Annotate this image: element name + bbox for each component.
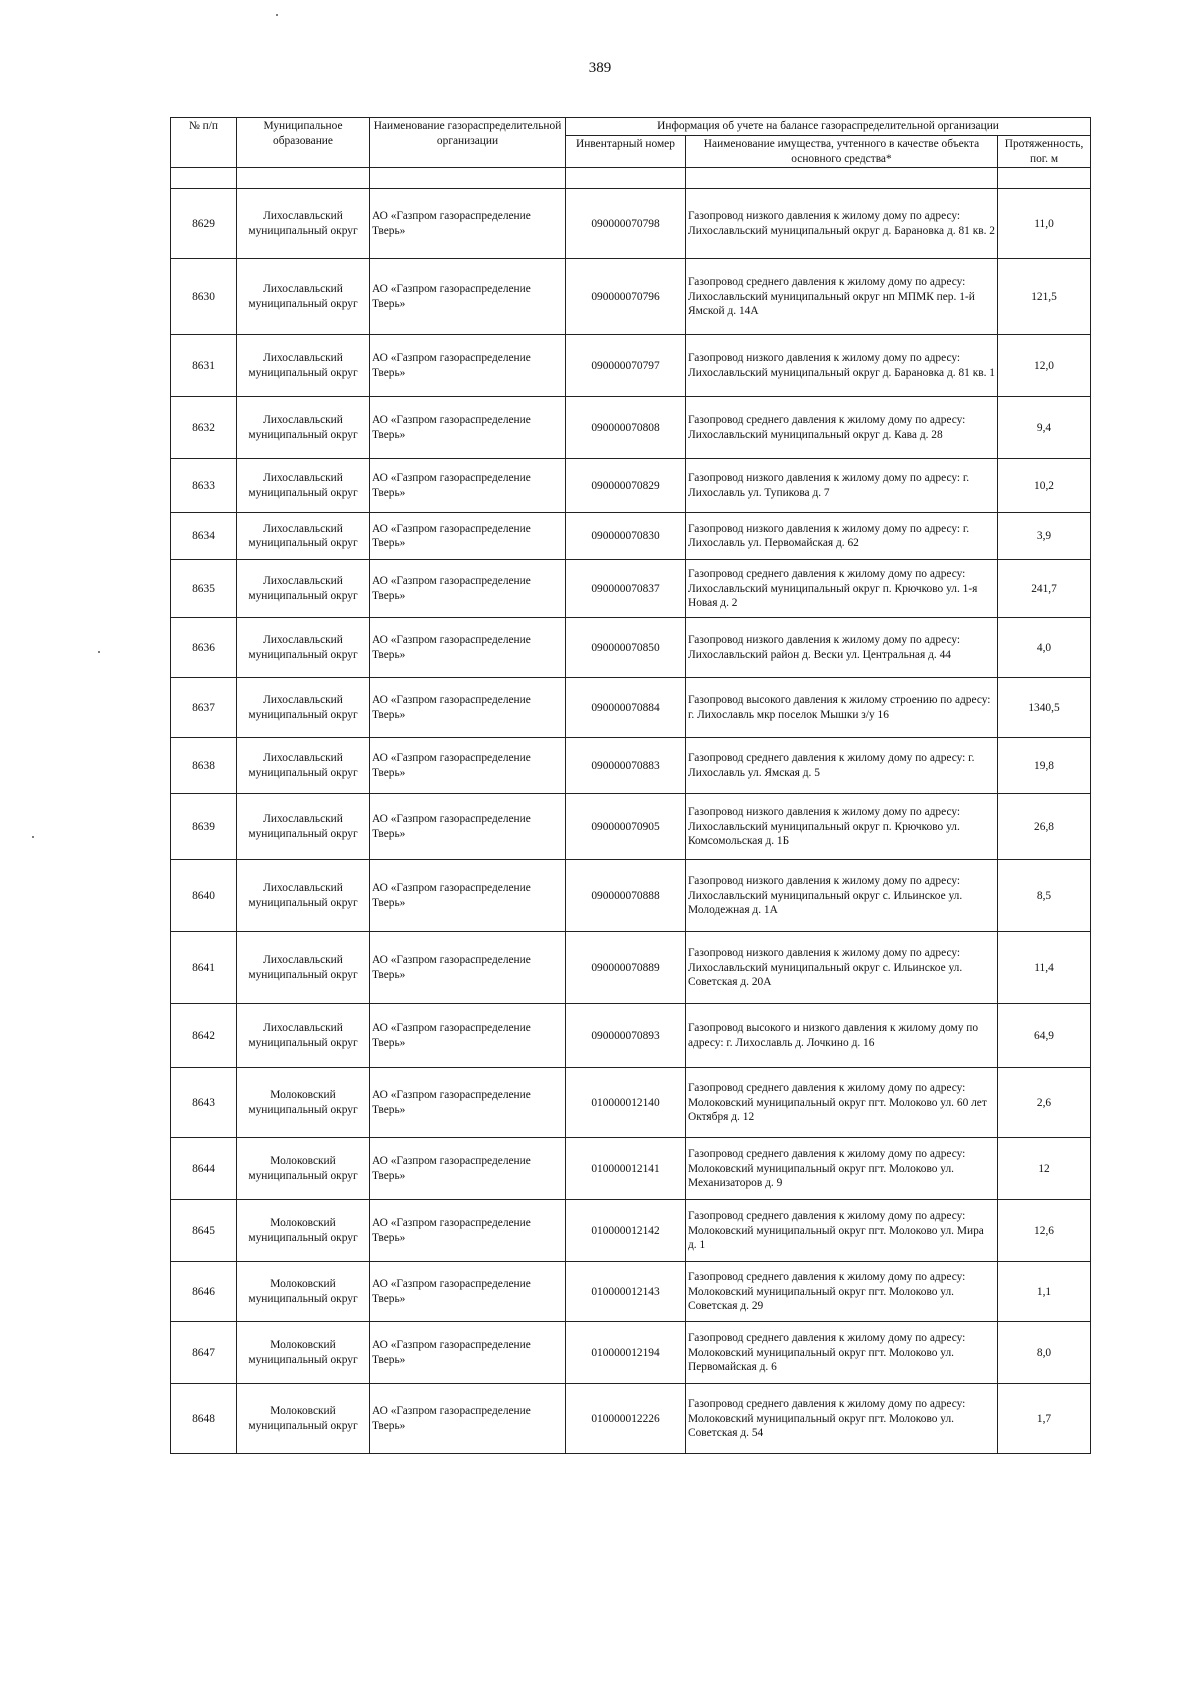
- property-name-cell: Газопровод низкого давления к жилому дому по адресу: Лихославльский муниципальный округ с. Ильинское ул. Молодежная д. 1А: [686, 860, 998, 932]
- inventory-number-cell: 010000012142: [566, 1200, 686, 1262]
- header-organization: Наименование газораспределительной организации: [370, 118, 566, 168]
- table-row: [171, 1322, 1091, 1384]
- municipality-cell: Лихославльский муниципальный округ: [237, 459, 370, 513]
- inventory-number-cell: 090000070883: [566, 738, 686, 794]
- inventory-number-cell: 010000012143: [566, 1262, 686, 1322]
- organization-cell: АО «Газпром газораспределение Тверь»: [370, 932, 566, 1004]
- header-municipality: Муниципальное образование: [237, 118, 370, 168]
- inventory-number-cell: 090000070837: [566, 560, 686, 618]
- property-name-cell: Газопровод высокого и низкого давления к жилому дому по адресу: г. Лихославль д. Лочкино д. 16: [686, 1004, 998, 1068]
- property-name-cell: Газопровод среднего давления к жилому дому по адресу: Лихославльский муниципальный округ нп МПМК пер. 1-й Ямской д. 14А: [686, 259, 998, 335]
- header-no: № п/п: [171, 118, 237, 168]
- organization-cell: АО «Газпром газораспределение Тверь»: [370, 560, 566, 618]
- municipality-cell: Лихославльский муниципальный округ: [237, 618, 370, 678]
- table-row: [171, 932, 1091, 1004]
- table-row: [171, 1068, 1091, 1138]
- property-name-cell: Газопровод среднего давления к жилому дому по адресу: Молоковский муниципальный округ пгт. Молоково ул. Советская д. 54: [686, 1384, 998, 1454]
- inventory-number-cell: 090000070808: [566, 397, 686, 459]
- organization-cell: АО «Газпром газораспределение Тверь»: [370, 1322, 566, 1384]
- municipality-cell: Лихославльский муниципальный округ: [237, 335, 370, 397]
- inventory-number-cell: 090000070797: [566, 335, 686, 397]
- municipality-cell: Лихославльский муниципальный округ: [237, 678, 370, 738]
- length-cell: 241,7: [998, 560, 1091, 618]
- property-name-cell: Газопровод низкого давления к жилому дому по адресу: Лихославльский муниципальный округ д. Барановка д. 81 кв. 2: [686, 189, 998, 259]
- row-number: 8631: [171, 335, 237, 397]
- property-name-cell: Газопровод низкого давления к жилому дому по адресу: Лихославльский муниципальный округ п. Крючково ул. Комсомольская д. 1Б: [686, 794, 998, 860]
- inventory-number-cell: 090000070889: [566, 932, 686, 1004]
- municipality-cell: Молоковский муниципальный округ: [237, 1262, 370, 1322]
- property-name-cell: Газопровод низкого давления к жилому дому по адресу: Лихославльский муниципальный округ д. Барановка д. 81 кв. 1: [686, 335, 998, 397]
- length-cell: 26,8: [998, 794, 1091, 860]
- property-name-cell: Газопровод среднего давления к жилому дому по адресу: Молоковский муниципальный округ пгт. Молоково ул. 60 лет Октября д. 12: [686, 1068, 998, 1138]
- municipality-cell: Лихославльский муниципальный округ: [237, 189, 370, 259]
- length-cell: 12,6: [998, 1200, 1091, 1262]
- row-number: 8630: [171, 259, 237, 335]
- row-number: 8633: [171, 459, 237, 513]
- inventory-number-cell: 090000070830: [566, 513, 686, 560]
- property-name-cell: Газопровод высокого давления к жилому строению по адресу: г. Лихославль мкр поселок Мышки з/у 16: [686, 678, 998, 738]
- organization-cell: АО «Газпром газораспределение Тверь»: [370, 1068, 566, 1138]
- table-row: [171, 1138, 1091, 1200]
- row-number: 8639: [171, 794, 237, 860]
- row-number: 8647: [171, 1322, 237, 1384]
- inventory-number-cell: 010000012194: [566, 1322, 686, 1384]
- table-row: [171, 513, 1091, 560]
- header-balance-info: Информация об учете на балансе газораспределительной организации: [566, 118, 1091, 136]
- length-cell: 8,5: [998, 860, 1091, 932]
- table-row: [171, 259, 1091, 335]
- row-number: 8635: [171, 560, 237, 618]
- municipality-cell: Лихославльский муниципальный округ: [237, 738, 370, 794]
- property-name-cell: Газопровод низкого давления к жилому дому по адресу: г. Лихославль ул. Тупикова д. 7: [686, 459, 998, 513]
- inventory-number-cell: 090000070888: [566, 860, 686, 932]
- municipality-cell: Лихославльский муниципальный округ: [237, 397, 370, 459]
- table-row: [171, 794, 1091, 860]
- organization-cell: АО «Газпром газораспределение Тверь»: [370, 678, 566, 738]
- length-cell: 11,4: [998, 932, 1091, 1004]
- organization-cell: АО «Газпром газораспределение Тверь»: [370, 1200, 566, 1262]
- length-cell: 12: [998, 1138, 1091, 1200]
- inventory-number-cell: 090000070796: [566, 259, 686, 335]
- row-number: 8629: [171, 189, 237, 259]
- table-row: [171, 1004, 1091, 1068]
- header-length: Протяженность, пог. м: [998, 135, 1091, 168]
- header-inventory-number: Инвентарный номер: [566, 135, 686, 168]
- row-number: 8644: [171, 1138, 237, 1200]
- property-name-cell: Газопровод низкого давления к жилому дому по адресу: г. Лихославль ул. Первомайская д. 62: [686, 513, 998, 560]
- municipality-cell: Молоковский муниципальный округ: [237, 1322, 370, 1384]
- table-row: [171, 738, 1091, 794]
- length-cell: 12,0: [998, 335, 1091, 397]
- municipality-cell: Лихославльский муниципальный округ: [237, 794, 370, 860]
- municipality-cell: Лихославльский муниципальный округ: [237, 1004, 370, 1068]
- page-number: 389: [588, 60, 612, 76]
- table-row: [171, 459, 1091, 513]
- row-number: 8643: [171, 1068, 237, 1138]
- organization-cell: АО «Газпром газораспределение Тверь»: [370, 1138, 566, 1200]
- length-cell: 121,5: [998, 259, 1091, 335]
- inventory-number-cell: 090000070884: [566, 678, 686, 738]
- organization-cell: АО «Газпром газораспределение Тверь»: [370, 618, 566, 678]
- municipality-cell: Лихославльский муниципальный округ: [237, 259, 370, 335]
- inventory-number-cell: 090000070905: [566, 794, 686, 860]
- inventory-number-cell: 010000012141: [566, 1138, 686, 1200]
- row-number: 8640: [171, 860, 237, 932]
- table-body: [171, 189, 1091, 1454]
- length-cell: 19,8: [998, 738, 1091, 794]
- length-cell: 11,0: [998, 189, 1091, 259]
- organization-cell: АО «Газпром газораспределение Тверь»: [370, 794, 566, 860]
- table-header: [171, 118, 1091, 189]
- property-name-cell: Газопровод низкого давления к жилому дому по адресу: Лихославльский район д. Вески ул. Центральная д. 44: [686, 618, 998, 678]
- row-number: 8636: [171, 618, 237, 678]
- table-row: [171, 618, 1091, 678]
- property-name-cell: Газопровод низкого давления к жилому дому по адресу: Лихославльский муниципальный округ с. Ильинское ул. Советская д. 20А: [686, 932, 998, 1004]
- organization-cell: АО «Газпром газораспределение Тверь»: [370, 397, 566, 459]
- table-row: [171, 678, 1091, 738]
- scan-speck: [98, 651, 100, 653]
- organization-cell: АО «Газпром газораспределение Тверь»: [370, 189, 566, 259]
- row-number: 8641: [171, 932, 237, 1004]
- property-name-cell: Газопровод среднего давления к жилому дому по адресу: Молоковский муниципальный округ пгт. Молоково ул. Советская д. 29: [686, 1262, 998, 1322]
- property-name-cell: Газопровод среднего давления к жилому дому по адресу: Лихославльский муниципальный округ п. Крючково ул. 1-я Новая д. 2: [686, 560, 998, 618]
- organization-cell: АО «Газпром газораспределение Тверь»: [370, 1004, 566, 1068]
- table-row: [171, 560, 1091, 618]
- municipality-cell: Молоковский муниципальный округ: [237, 1138, 370, 1200]
- scan-speck: [276, 14, 278, 16]
- municipality-cell: Молоковский муниципальный округ: [237, 1200, 370, 1262]
- municipality-cell: Лихославльский муниципальный округ: [237, 860, 370, 932]
- length-cell: 8,0: [998, 1322, 1091, 1384]
- table-row: [171, 860, 1091, 932]
- header-spacer-row: [171, 168, 1091, 189]
- row-number: 8645: [171, 1200, 237, 1262]
- table-row: [171, 1200, 1091, 1262]
- length-cell: 3,9: [998, 513, 1091, 560]
- length-cell: 1,1: [998, 1262, 1091, 1322]
- organization-cell: АО «Газпром газораспределение Тверь»: [370, 1262, 566, 1322]
- inventory-number-cell: 010000012140: [566, 1068, 686, 1138]
- inventory-number-cell: 090000070850: [566, 618, 686, 678]
- property-name-cell: Газопровод среднего давления к жилому дому по адресу: Лихославльский муниципальный округ д. Кава д. 28: [686, 397, 998, 459]
- property-register-table: [170, 117, 1091, 1454]
- property-name-cell: Газопровод среднего давления к жилому дому по адресу: Молоковский муниципальный округ пгт. Молоково ул. Мира д. 1: [686, 1200, 998, 1262]
- length-cell: 4,0: [998, 618, 1091, 678]
- municipality-cell: Лихославльский муниципальный округ: [237, 560, 370, 618]
- length-cell: 9,4: [998, 397, 1091, 459]
- inventory-number-cell: 090000070798: [566, 189, 686, 259]
- inventory-number-cell: 090000070893: [566, 1004, 686, 1068]
- municipality-cell: Молоковский муниципальный округ: [237, 1384, 370, 1454]
- organization-cell: АО «Газпром газораспределение Тверь»: [370, 860, 566, 932]
- table-row: [171, 189, 1091, 259]
- row-number: 8634: [171, 513, 237, 560]
- organization-cell: АО «Газпром газораспределение Тверь»: [370, 513, 566, 560]
- table-row: [171, 1262, 1091, 1322]
- organization-cell: АО «Газпром газораспределение Тверь»: [370, 738, 566, 794]
- organization-cell: АО «Газпром газораспределение Тверь»: [370, 335, 566, 397]
- property-name-cell: Газопровод среднего давления к жилому дому по адресу: Молоковский муниципальный округ пгт. Молоково ул. Первомайская д. 6: [686, 1322, 998, 1384]
- property-name-cell: Газопровод среднего давления к жилому дому по адресу: Молоковский муниципальный округ пгт. Молоково ул. Механизаторов д. 9: [686, 1138, 998, 1200]
- property-name-cell: Газопровод среднего давления к жилому дому по адресу: г. Лихославль ул. Ямская д. 5: [686, 738, 998, 794]
- table-row: [171, 397, 1091, 459]
- length-cell: 1340,5: [998, 678, 1091, 738]
- organization-cell: АО «Газпром газораспределение Тверь»: [370, 459, 566, 513]
- header-property-name: Наименование имущества, учтенного в качестве объекта основного средства*: [686, 135, 998, 168]
- table-row: [171, 335, 1091, 397]
- organization-cell: АО «Газпром газораспределение Тверь»: [370, 1384, 566, 1454]
- row-number: 8632: [171, 397, 237, 459]
- length-cell: 2,6: [998, 1068, 1091, 1138]
- length-cell: 1,7: [998, 1384, 1091, 1454]
- row-number: 8648: [171, 1384, 237, 1454]
- municipality-cell: Лихославльский муниципальный округ: [237, 932, 370, 1004]
- inventory-number-cell: 090000070829: [566, 459, 686, 513]
- row-number: 8642: [171, 1004, 237, 1068]
- table-row: [171, 1384, 1091, 1454]
- inventory-number-cell: 010000012226: [566, 1384, 686, 1454]
- row-number: 8638: [171, 738, 237, 794]
- scan-speck: [32, 836, 34, 838]
- length-cell: 64,9: [998, 1004, 1091, 1068]
- municipality-cell: Лихославльский муниципальный округ: [237, 513, 370, 560]
- municipality-cell: Молоковский муниципальный округ: [237, 1068, 370, 1138]
- length-cell: 10,2: [998, 459, 1091, 513]
- row-number: 8646: [171, 1262, 237, 1322]
- organization-cell: АО «Газпром газораспределение Тверь»: [370, 259, 566, 335]
- row-number: 8637: [171, 678, 237, 738]
